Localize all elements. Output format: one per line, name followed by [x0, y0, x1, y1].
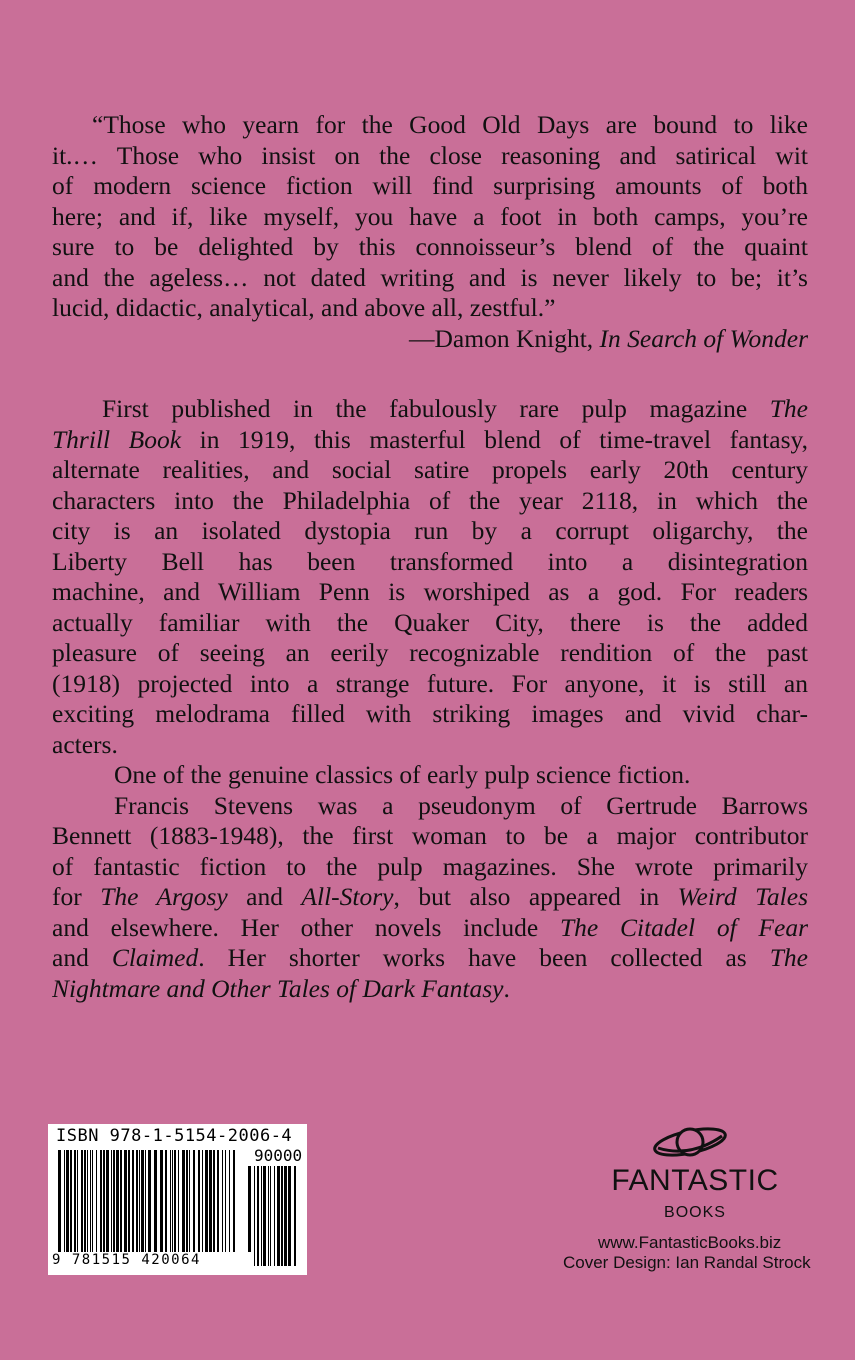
blurb-line: (1918) projected into a strange future. For anyone, it is still an [52, 668, 808, 698]
barcode-bar [64, 1150, 65, 1266]
publisher-website: www.FantasticBooks.biz [598, 1233, 782, 1252]
barcode-bar [160, 1150, 163, 1266]
author-bio-line: Bennett (1883-1948), the first woman to be a major contributor [52, 821, 808, 850]
blurb-line: exciting melodrama filled with striking images and vivid char- [52, 699, 808, 728]
barcode-bar [100, 1150, 102, 1266]
barcode-bar [213, 1150, 215, 1266]
novel-title: Claimed [111, 943, 199, 972]
author-bio-line [52, 913, 808, 944]
barcode-bar [217, 1150, 219, 1266]
barcode-bar [198, 1150, 200, 1266]
bio-text: and [52, 943, 112, 972]
magazine-title: Thrill Book [52, 424, 182, 454]
publisher-logo [600, 1118, 790, 1230]
blurb-text: in 1919, this masterful blend of time-travel fantasy, [181, 424, 808, 454]
barcode-bar [77, 1150, 78, 1266]
barcode-bar [111, 1150, 112, 1266]
barcode-bar [148, 1150, 151, 1266]
attribution-title: In Search of Wonder [599, 323, 808, 353]
bio-text: and elsewhere. Her other novels include [52, 912, 560, 942]
barcode-bar [178, 1150, 179, 1266]
author-bio-line [52, 882, 808, 913]
barcode-bar [70, 1150, 72, 1266]
publisher-name: FANTASTIC [611, 1164, 779, 1197]
blurb-line: alternate realities, and social satire propels early 20th century [52, 455, 808, 484]
barcode-bar [205, 1150, 208, 1266]
bio-text: and [227, 882, 302, 911]
barcode-bar [248, 1166, 251, 1266]
bio-text: , but also appeared in [393, 882, 678, 911]
isbn-barcode [48, 1124, 307, 1275]
bio-text: . Her shorter works have been collected as [198, 943, 770, 972]
blurb-line: machine, and William Penn is worshiped as a god. For readers [52, 577, 808, 606]
magazine-title: Weird Tales [677, 882, 808, 911]
barcode-bar [116, 1150, 119, 1266]
magazine-title: The Argosy [100, 882, 228, 911]
quote-line: sure to be delighted by this connoisseur’s blend of the quaint [52, 232, 808, 261]
barcode-bar [189, 1150, 190, 1266]
quote-line: it.… Those who insist on the close reasoning and satirical wit [52, 140, 808, 170]
barcode-bar [106, 1150, 109, 1266]
blurb-line [52, 394, 808, 425]
quote-line: of modern science fiction will find surprising amounts of both [52, 171, 808, 200]
barcode-bar [103, 1150, 105, 1266]
barcode-bar [288, 1166, 291, 1266]
publisher-subtitle: BOOKS [664, 1204, 726, 1221]
attribution-author: —Damon Knight, [409, 323, 600, 353]
quote-line: and the ageless… not dated writing and is never likely to be; it’s [52, 262, 808, 292]
barcode-bar [284, 1166, 287, 1266]
barcode-bar [257, 1166, 259, 1266]
barcode-bar [58, 1150, 61, 1266]
quote-line: here; and if, like myself, you have a foot in both camps, you’re [52, 201, 808, 231]
barcode-bar [193, 1150, 195, 1266]
author-bio-line [52, 943, 808, 974]
barcode-bar [261, 1166, 262, 1266]
bio-text: for [52, 882, 101, 911]
barcode-bar [154, 1150, 157, 1266]
barcode-bar [81, 1150, 83, 1266]
barcode-bar [145, 1150, 146, 1266]
barcode-bar [84, 1150, 86, 1266]
barcode-bar [66, 1150, 69, 1266]
quote-attribution [52, 324, 808, 355]
blurb-line: acters. [52, 729, 118, 759]
barcode-bar [120, 1150, 122, 1266]
barcode-bar [90, 1150, 91, 1266]
quote-line: lucid, didactic, analytical, and above all, zestful.” [52, 293, 556, 322]
barcode-bar [172, 1150, 173, 1266]
magazine-title: All-Story [301, 882, 394, 911]
cover-design-credit: Cover Design: Ian Randal Strock [563, 1253, 811, 1272]
barcode-bar [165, 1150, 167, 1266]
barcode-bar [268, 1166, 269, 1266]
quote-line: “Those who yearn for the Good Old Days are bound to like [92, 110, 808, 139]
novel-title: The Citadel of Fear [559, 912, 808, 942]
barcode-bar [209, 1150, 212, 1266]
barcode-bar [128, 1150, 130, 1266]
collection-title: Nightmare and Other Tales of Dark Fantasy [52, 973, 504, 1003]
ean-bars [58, 1150, 236, 1266]
barcode-bar [124, 1150, 127, 1266]
author-bio-line: Francis Stevens was a pseudonym of Gertrude Barrows [114, 790, 808, 820]
barcode-bar [92, 1150, 93, 1266]
barcode-bar [174, 1150, 176, 1266]
barcode-bar [270, 1166, 271, 1266]
blurb-line: city is an isolated dystopia run by a corrupt oligarchy, the [52, 516, 808, 545]
barcode-bar [225, 1150, 226, 1266]
author-bio-line: of fantastic fiction to the pulp magazines. She wrote primarily [52, 851, 808, 881]
barcode-bar [113, 1150, 115, 1266]
barcode-bar [277, 1166, 280, 1266]
price-code: 90000 [254, 1146, 303, 1165]
blurb-line: actually familiar with the Quaker City, there is the added [52, 607, 808, 637]
book-description [52, 394, 808, 1004]
magazine-title: The [769, 394, 808, 423]
blurb-line: characters into the Philadelphia of the year 2118, in which the [52, 485, 808, 515]
blurb-tagline: One of the genuine classics of early pulp science fiction. [114, 760, 691, 789]
isbn-label: ISBN 978-1-5154-2006-4 [56, 1126, 293, 1146]
barcode-bar [202, 1150, 203, 1266]
barcode-bar [222, 1150, 223, 1266]
blurb-line [52, 425, 808, 456]
barcode-bar [170, 1150, 171, 1266]
barcode-bar [263, 1166, 266, 1266]
barcode-bar [132, 1150, 134, 1266]
blurb-line: pleasure of seeing an eerily recognizable rendition of the past [52, 638, 808, 667]
barcode-bar [96, 1150, 97, 1266]
barcode-bar [141, 1150, 144, 1266]
author-bio-line [52, 974, 808, 1005]
barcode-bar [254, 1166, 255, 1266]
barcode-bar [87, 1150, 88, 1266]
addon-bars [248, 1166, 300, 1266]
ean-digits: 9 781515 420064 [50, 1252, 254, 1268]
barcode-bar [74, 1150, 76, 1266]
barcode-bar [281, 1166, 283, 1266]
bio-text: . [503, 973, 510, 1003]
barcode-bar [229, 1150, 230, 1266]
barcode-bar [182, 1150, 185, 1266]
barcode-bar [233, 1150, 235, 1266]
barcode-bar [186, 1150, 188, 1266]
blurb-line: Liberty Bell has been transformed into a disintegration [52, 546, 808, 576]
barcode-bar [274, 1166, 275, 1266]
review-quote [52, 110, 808, 354]
barcode-bar [139, 1150, 140, 1266]
collection-title: The [769, 943, 808, 972]
barcode-bar [136, 1150, 138, 1266]
blurb-text: First published in the fabulously rare pulp magazine [102, 394, 770, 423]
barcode-bar [294, 1166, 296, 1266]
planet-icon [650, 1118, 730, 1166]
